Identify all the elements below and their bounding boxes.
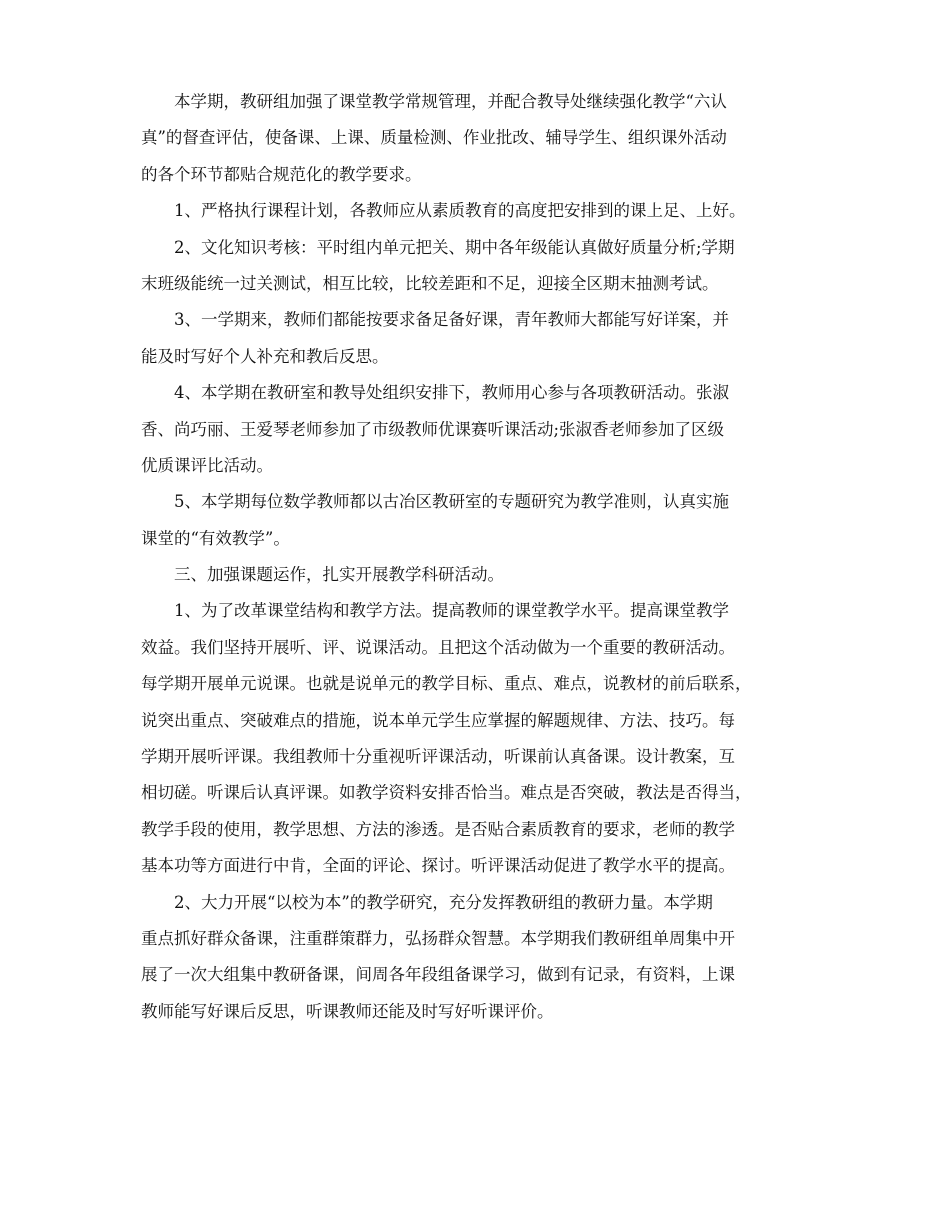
paragraph-line: 学期开展听评课。我组教师十分重视听评课活动，听课前认真备课。设计教案，互 xyxy=(141,747,735,767)
paragraph-line: 相切磋。听课后认真评课。如教学资料安排否恰当。难点是否突破，教法是否得当， xyxy=(141,783,752,803)
paragraph-line: 5、本学期每位数学教师都以古冶区教研室的专题研究为教学准则，认真实施 xyxy=(174,492,729,512)
paragraph-line: 能及时写好个人补充和教后反思。 xyxy=(141,346,389,366)
paragraph-line: 课堂的“有效教学”。 xyxy=(141,528,290,548)
paragraph-line: 4、本学期在教研室和教导处组织安排下，教师用心参与各项教研活动。张淑 xyxy=(174,383,729,403)
paragraph-line: 每学期开展单元说课。也就是说单元的教学目标、重点、难点，说教材的前后联系， xyxy=(141,674,752,694)
paragraph-line: 真”的督查评估，使备课、上课、质量检测、作业批改、辅导学生、组织课外活动 xyxy=(141,128,727,148)
paragraph-line: 2、文化知识考核：平时组内单元把关、期中各年级能认真做好质量分析;学期 xyxy=(174,237,735,257)
section-heading: 三、加强课题运作，扎实开展教学科研活动。 xyxy=(174,565,504,585)
paragraph-line: 重点抓好群众备课，注重群策群力，弘扬群众智慧。本学期我们教研组单周集中开 xyxy=(141,928,735,948)
paragraph-line: 说突出重点、突破难点的措施，说本单元学生应掌握的解题规律、方法、技巧。每 xyxy=(141,710,735,730)
paragraph-line: 教师能写好课后反思，听课教师还能及时写好听课评价。 xyxy=(141,1001,554,1021)
paragraph-line: 展了一次大组集中教研备课，间周各年段组备课学习，做到有记录，有资料，上课 xyxy=(141,965,735,985)
paragraph-line: 1、严格执行课程计划，各教师应从素质教育的高度把安排到的课上足、上好。 xyxy=(174,201,746,221)
paragraph-line: 香、尚巧丽、王爱琴老师参加了市级教师优课赛听课活动;张淑香老师参加了区级 xyxy=(141,419,725,439)
paragraph-line: 3、一学期来，教师们都能按要求备足备好课，青年教师大都能写好详案，并 xyxy=(174,310,729,330)
paragraph-line: 2、大力开展“以校为本”的教学研究，充分发挥教研组的教研力量。本学期 xyxy=(174,892,713,912)
document-body xyxy=(141,84,826,1030)
paragraph-line: 1、为了改革课堂结构和教学方法。提高教师的课堂教学水平。提高课堂教学 xyxy=(174,601,729,621)
paragraph-line: 效益。我们坚持开展听、评、说课活动。且把这个活动做为一个重要的教研活动。 xyxy=(141,637,735,657)
paragraph-line: 末班级能统一过关测试，相互比较，比较差距和不足，迎接全区期末抽测考试。 xyxy=(141,273,719,293)
paragraph-line: 教学手段的使用，教学思想、方法的渗透。是否贴合素质教育的要求，老师的教学 xyxy=(141,819,735,839)
paragraph-line: 本学期，教研组加强了课堂教学常规管理，并配合教导处继续强化教学“六认 xyxy=(174,92,727,111)
paragraph-line: 基本功等方面进行中肯，全面的评论、探讨。听评课活动促进了教学水平的提高。 xyxy=(141,856,735,876)
paragraph-line: 优质课评比活动。 xyxy=(141,455,273,475)
paragraph-line: 的各个环节都贴合规范化的教学要求。 xyxy=(141,164,422,184)
